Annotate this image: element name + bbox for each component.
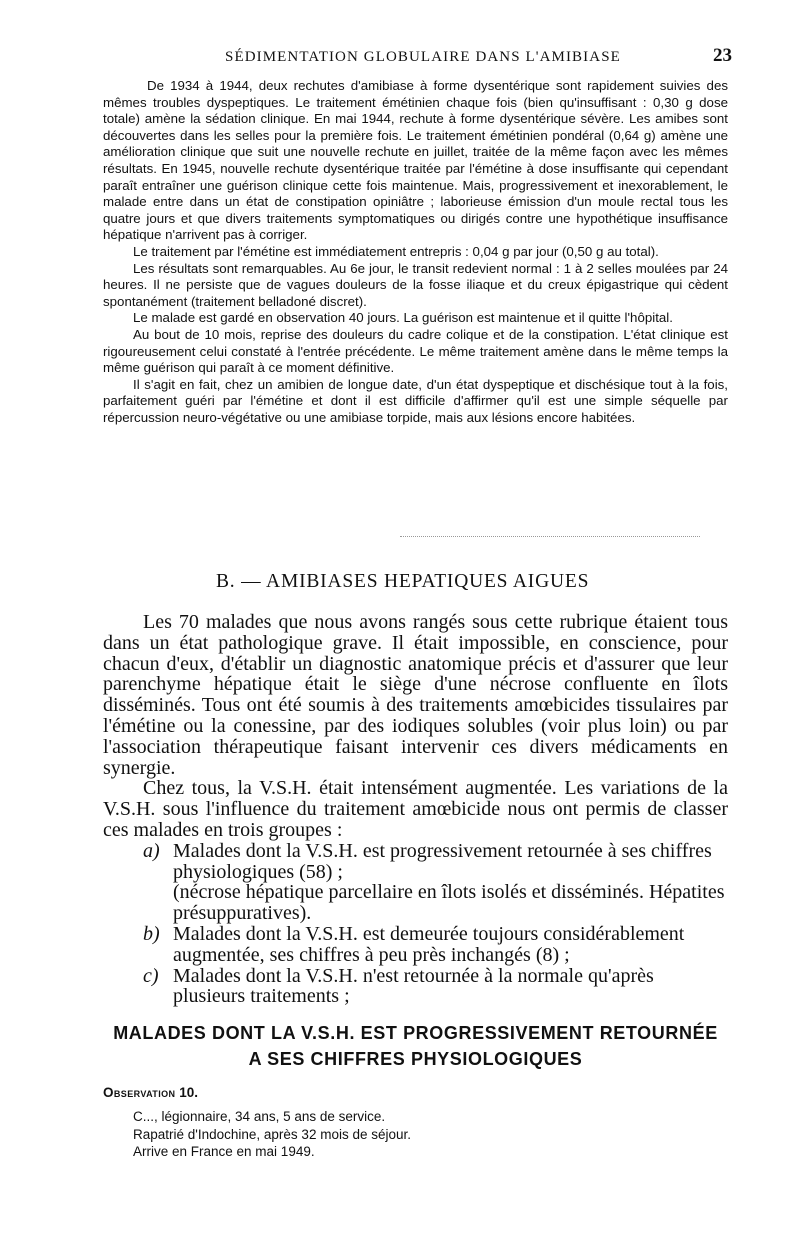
- subsection-title-line-1: MALADES DONT LA V.S.H. EST PROGRESSIVEMENT RETOURNÉE: [113, 1023, 718, 1043]
- list-marker: a): [143, 839, 160, 862]
- subsection-title-line-2: A SES CHIFFRES PHYSIOLOGIQUES: [248, 1049, 583, 1069]
- paragraph: Les résultats sont remarquables. Au 6e jour, le transit redevient normal : 1 à 2 selles moulées par 24 heures. Il ne persiste que de vagues douleurs de la fosse iliaque et du creux épigastrique qui cèdent spontanément (traitement belladoné discret).: [103, 260, 728, 309]
- paragraph: Les 70 malades que nous avons rangés sous cette rubrique étaient tous dans un état pathologique grave. Il était impossible, en conscience, pour chacun d'eux, d'établir un diagnostic anatomique précis et d'assurer que leur parenchyme hépatique était le siège d'une nécrose confluente en îlots disséminés. Tous ont été soumis à des traitements amœbicides tissulaires par l'émétine ou la conessine, par des iodiques solubles (voir plus loin) ou par l'association thérapeutique faisant intervenir ces divers médicaments en synergie.: [103, 611, 728, 779]
- paragraph: De 1934 à 1944, deux rechutes d'amibiase à forme dysentérique sont rapidement suivies des mêmes troubles dyspeptiques. Le traitement émétinien chaque fois (bien qu'insuffisant : 0,30 g dose totale) amène la sédation clinique. En mai 1944, rechute à forme dysentérique sévère. Les amibes sont découvertes dans les selles pour la première fois. Le traitement émétinien pondéral (0,64 g) amène une amélioration clinique que suit une nouvelle rechute en juillet, traitée de la même façon avec les mêmes résultats. En 1945, nouvelle rechute dysentérique traitée par l'émétine à dose insuffisante qui cependant paraît entraîner une guérison clinique cette fois maintenue. Mais, progressivement et inexorablement, le malade entre dans un état de constipation opiniâtre ; laborieuse émission d'un moule rectal tous les quatre jours et que divers traitements symptomatiques ou dirigés contre une hypothétique insuffisance hépatique n'arrivent pas à corriger.: [103, 78, 728, 243]
- observation-line: Rapatrié d'Indochine, après 32 mois de séjour.: [133, 1126, 411, 1142]
- section-divider: [400, 536, 700, 537]
- page-number: 23: [713, 45, 732, 66]
- list-item-text: Malades dont la V.S.H. est progressivement retournée à ses chiffres physiologiques (58) ;: [173, 839, 712, 883]
- paragraph: Le traitement par l'émétine est immédiatement entrepris : 0,04 g par jour (0,50 g au total).: [133, 243, 659, 259]
- observation-label: Observation: [103, 1085, 176, 1100]
- observation-number: 10.: [179, 1085, 198, 1100]
- observation-line: C..., légionnaire, 34 ans, 5 ans de service.: [133, 1109, 386, 1124]
- paragraph: Au bout de 10 mois, reprise des douleurs du cadre colique et de la constipation. L'état clinique est rigoureusement celui constaté à l'entrée précédente. Le même traitement amène dans le même temps la même guérison qui paraît à ce moment définitive.: [103, 326, 728, 376]
- paragraph: Il s'agit en fait, chez un amibien de longue date, d'un état dyspeptique et dischésique tout à la fois, parfaitement guéri par l'émétine et dont il est difficile d'affirmer qu'il est une simple séquelle par répercussion neuro-végétative ou une amibiase torpide, mais aux lésions encore habitées.: [103, 376, 728, 425]
- list-marker: b): [143, 922, 160, 945]
- paragraph: Chez tous, la V.S.H. était intensément augmentée. Les variations de la V.S.H. sous l'influence du traitement amœbicide nous ont permis de classer ces malades en trois groupes :: [103, 777, 728, 841]
- list-item: [103, 966, 728, 1008]
- paragraph: Le malade est gardé en observation 40 jours. La guérison est maintenue et il quitte l'hôpital.: [133, 310, 673, 326]
- list-item-note: (nécrose hépatique parcellaire en îlots isolés et disséminés. Hépatites présuppuratives).: [173, 881, 725, 925]
- list-item: [103, 924, 728, 966]
- running-header: [103, 45, 732, 71]
- list-item-text: Malades dont la V.S.H. n'est retournée à la normale qu'après plusieurs traitements ;: [173, 964, 654, 1008]
- observation-heading: [103, 1085, 198, 1100]
- section-heading: B. — AMIBIASES HEPATIQUES AIGUES: [216, 571, 590, 592]
- observation-line: Arrive en France en mai 1949.: [133, 1144, 315, 1159]
- list-marker: c): [143, 964, 159, 987]
- case-report-text: [103, 78, 728, 426]
- observation-details: [133, 1108, 411, 1161]
- list-item: [103, 841, 728, 924]
- list-item-text: Malades dont la V.S.H. est demeurée toujours considérablement augmentée, ses chiffres à peu près inchangés (8) ;: [173, 922, 685, 966]
- section-body: [103, 612, 728, 1007]
- running-title: SÉDIMENTATION GLOBULAIRE DANS L'AMIBIASE: [225, 49, 621, 65]
